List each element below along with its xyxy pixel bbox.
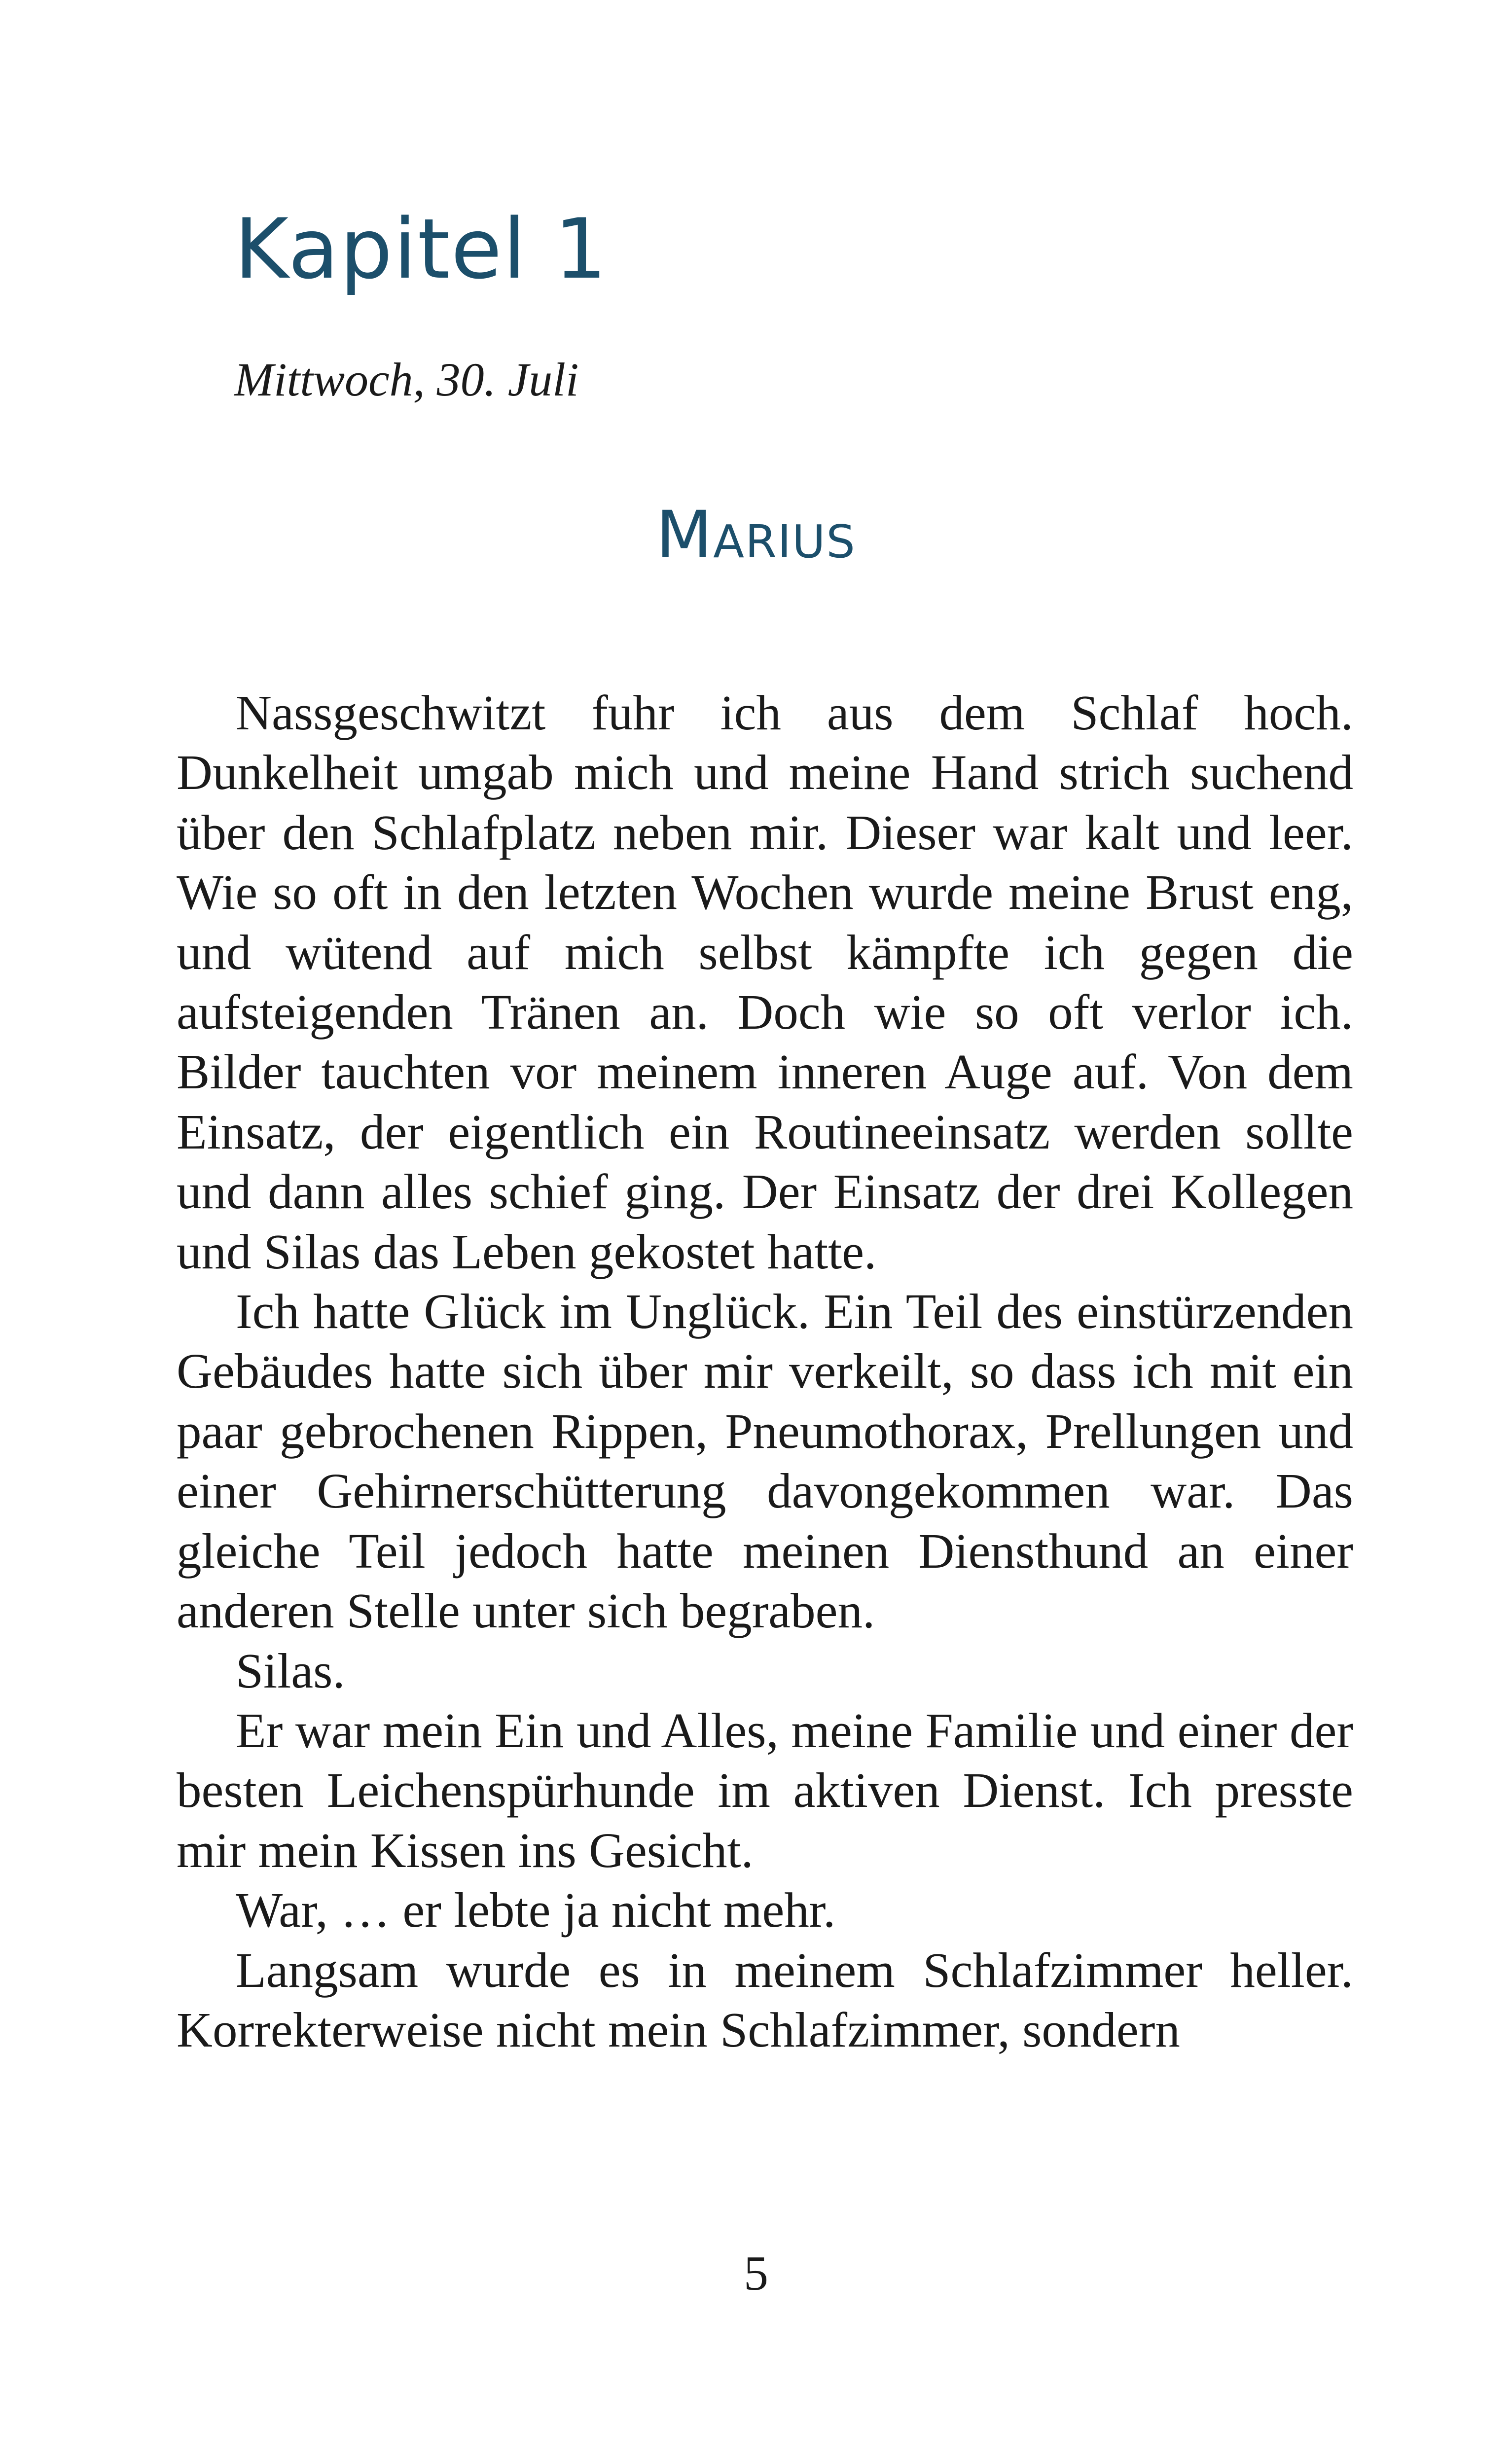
paragraph: Er war mein Ein und Alles, meine Familie und einer der besten Leichenspürhunde im aktiven Dienst. Ich presste mir mein Kissen ins Gesicht. [177, 1702, 1353, 1878]
chapter-title: Kapitel 1 [234, 201, 608, 297]
paragraph: Ich hatte Glück im Unglück. Ein Teil des einstürzenden Gebäudes hatte sich über mir verkeilt, so dass ich mit ein paar gebrochenen Rippen, Pneumothorax, Prellungen und einer Gehirnerschütterung davongekommen war. Das gleiche Teil jedoch hatte meinen Diensthund an einer anderen Stelle unter sich begraben. [177, 1284, 1353, 1639]
paragraph: Nassgeschwitzt fuhr ich aus dem Schlaf hoch. Dunkelheit umgab mich und meine Hand strich suchend über den Schlafplatz neben mir. Dieser war kalt und leer. Wie so oft in den letzten Wochen wurde meine Brust eng, und wütend auf mich selbst kämpfte ich gegen die aufsteigenden Tränen an. Doch wie so oft verlor ich. Bilder tauchten vor meinem inneren Auge auf. Von dem Einsatz, der eigentlich ein Routineeinsatz werden sollte und dann alles schief ging. Der Einsatz der drei Kollegen und Silas das Leben gekostet hatte. [177, 685, 1353, 1279]
pov-character-heading: Marius [656, 497, 856, 573]
paragraph: War, … er lebte ja nicht mehr. [236, 1882, 836, 1938]
paragraph: Silas. [236, 1643, 345, 1698]
chapter-body [177, 683, 1353, 2060]
chapter-date: Mittwoch, 30. Juli [234, 353, 579, 406]
paragraph: Langsam wurde es in meinem Schlafzimmer heller. Korrekterweise nicht mein Schlafzimmer, sondern [177, 1942, 1353, 2057]
page-number: 5 [744, 2246, 768, 2301]
